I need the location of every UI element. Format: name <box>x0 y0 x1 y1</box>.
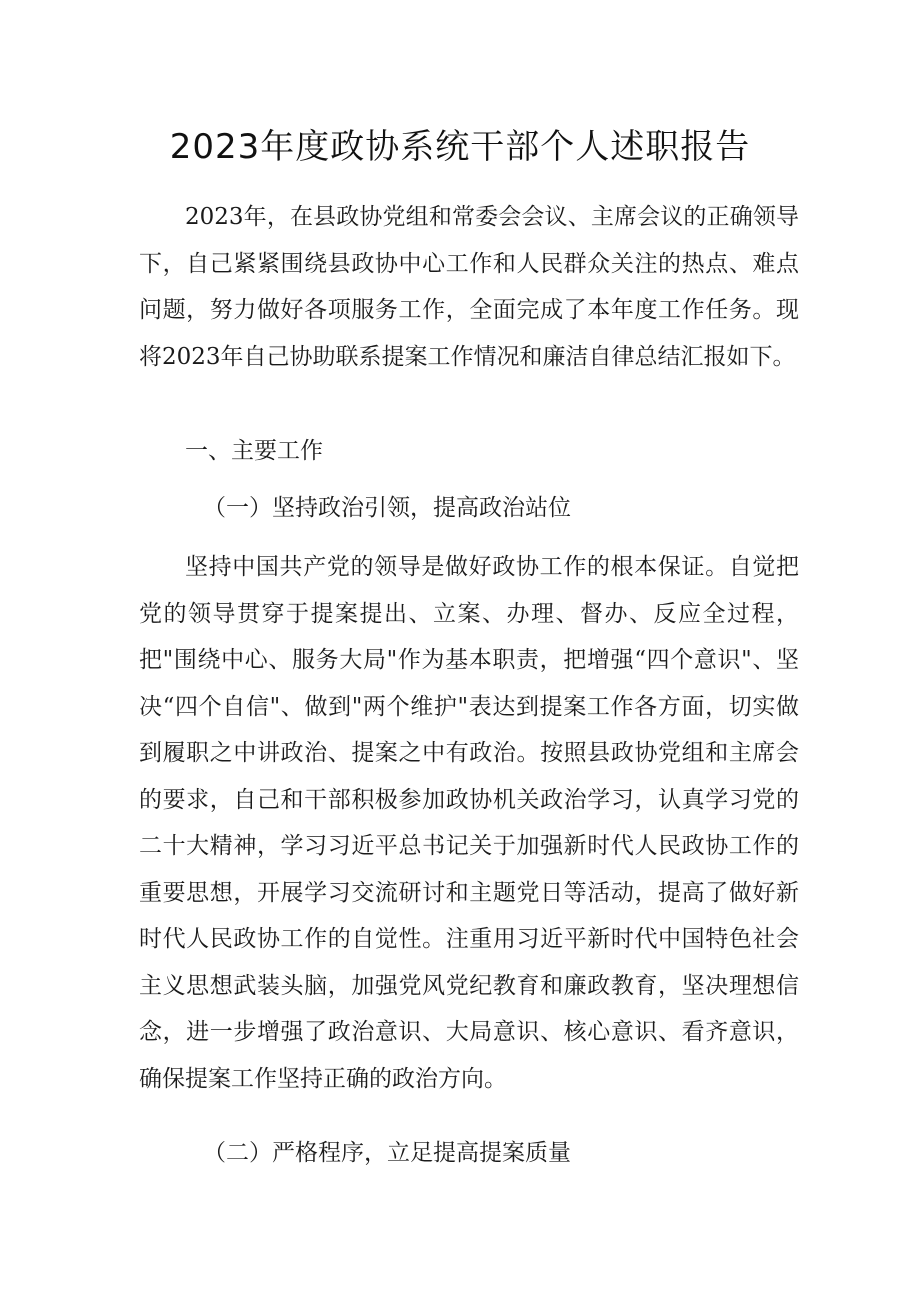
section-heading-block <box>139 428 799 474</box>
document-title: 2023年度政协系统干部个人述职报告 <box>169 127 751 167</box>
subsection-heading-block-1 <box>139 485 799 531</box>
subsection-heading-proposal-quality: （二）严格程序，立足提高提案质量 <box>203 1140 571 1166</box>
subsection-body-block-1 <box>139 544 799 1102</box>
intro-paragraph-block <box>139 194 799 380</box>
section-heading-main-work: 一、主要工作 <box>185 438 323 464</box>
subsection-paragraph-political-guidance: 坚持中国共产党的领导是做好政协工作的根本保证。自觉把党的领导贯穿于提案提出、立案、办理、督办、反应全过程，把"围绕中心、服务大局"作为基本职责，把增强“四个意识"、坚决“四个自信"、做到"两个维护"表达到提案工作各方面，切实做到履职之中讲政治、提案之中有政治。按照县政协党组和主席会的要求，自己和干部积极参加政协机关政治学习，认真学习党的二十大精神，学习习近平总书记关于加强新时代人民政协工作的重要思想，开展学习交流研讨和主题党日等活动，提高了做好新时代人民政协工作的自觉性。注重用习近平新时代中国特色社会主义思想武装头脑，加强党风党纪教育和廉政教育，坚决理想信念，进一步增强了政治意识、大局意识、核心意识、看齐意识，确保提案工作坚持正确的政治方向。 <box>139 554 799 1092</box>
subsection-heading-political-guidance: （一）坚持政治引领，提高政治站位 <box>203 495 571 521</box>
subsection-heading-block-2 <box>139 1130 799 1176</box>
intro-paragraph: 2023年，在县政协党组和常委会会议、主席会议的正确领导下，自己紧紧围绕县政协中心工作和人民群众关注的热点、难点问题，努力做好各项服务工作，全面完成了本年度工作任务。现将2023年自己协助联系提案工作情况和廉洁自律总结汇报如下。 <box>139 204 799 370</box>
